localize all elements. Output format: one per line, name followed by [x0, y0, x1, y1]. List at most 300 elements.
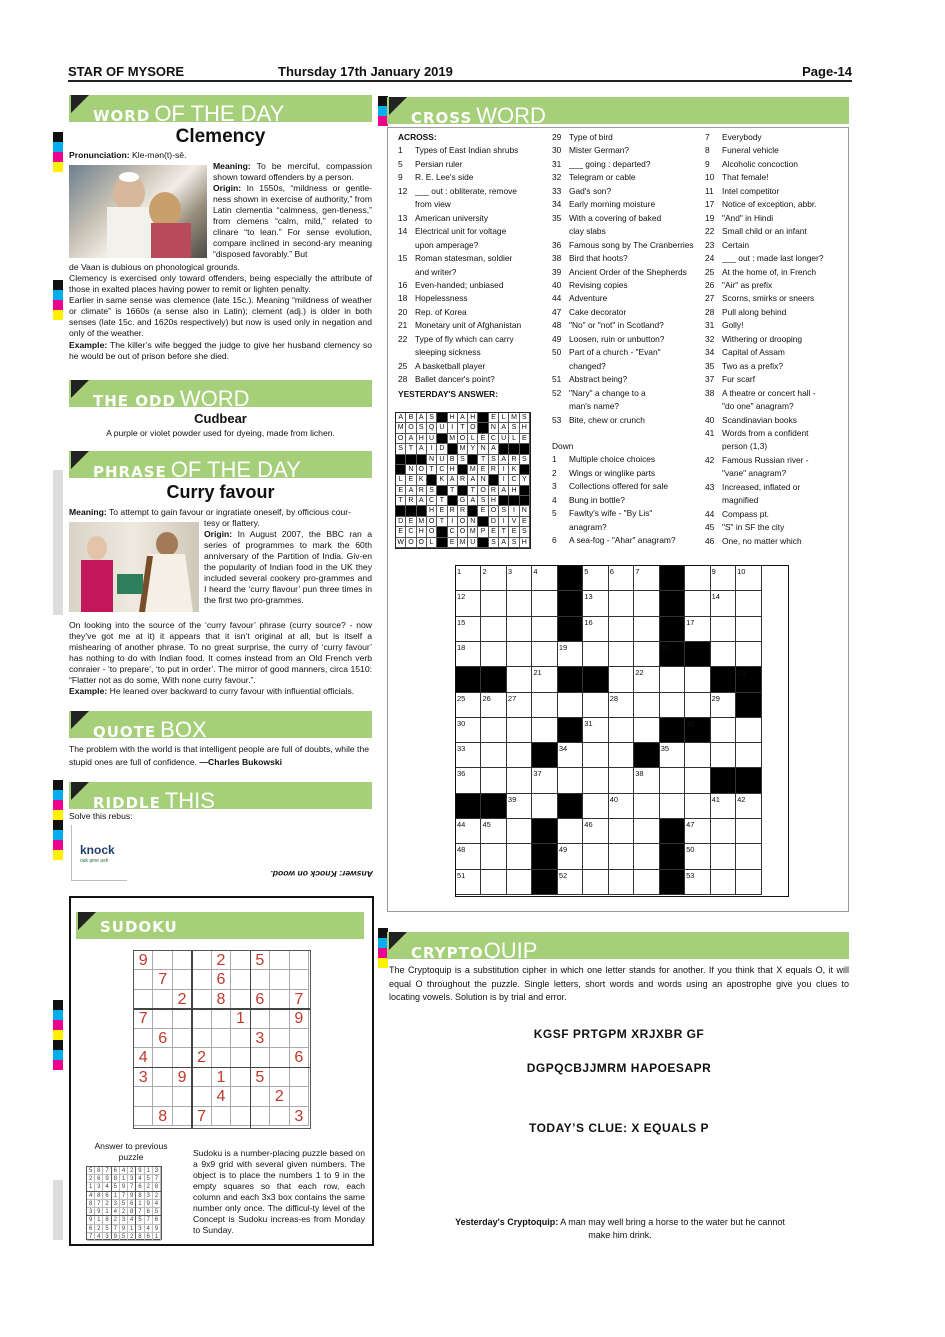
crossword-cell[interactable]: 27	[507, 693, 532, 718]
rebus-word: knock	[80, 843, 115, 857]
crossword-cell[interactable]	[532, 591, 557, 616]
crossword-cell[interactable]	[583, 642, 608, 667]
answer-cell: U	[437, 455, 447, 465]
crossword-cell[interactable]	[558, 768, 583, 793]
crossword-cell[interactable]: 26	[481, 693, 506, 718]
answer-cell: 7	[87, 1233, 95, 1241]
crossword-cell[interactable]	[609, 667, 634, 692]
crossword-cell[interactable]: 17	[685, 617, 710, 642]
crossword-cell[interactable]	[736, 642, 761, 667]
answer-cell: 4	[112, 1208, 120, 1216]
sudoku-cell[interactable]	[192, 1029, 211, 1048]
crossword-cell[interactable]	[609, 870, 634, 895]
crossword-cell[interactable]: 7	[634, 566, 659, 591]
crossword-cell[interactable]	[634, 591, 659, 616]
clues-col3	[705, 131, 845, 548]
crossword-cell[interactable]	[736, 591, 761, 616]
answer-cell: D	[437, 444, 447, 454]
sudoku-cell[interactable]	[192, 951, 211, 970]
crossword-cell[interactable]: 10	[736, 566, 761, 591]
sudoku-cell[interactable]	[173, 970, 192, 989]
crossword-cell[interactable]	[634, 693, 659, 718]
sudoku-cell[interactable]	[212, 1009, 231, 1028]
crossword-cell[interactable]: 14	[711, 591, 736, 616]
sudoku-cell[interactable]	[231, 1048, 250, 1067]
crossword-cell[interactable]: 25	[456, 693, 481, 718]
sudoku-cell[interactable]	[290, 951, 309, 970]
crossword-cell[interactable]: 33	[456, 743, 481, 768]
crossword-cell[interactable]	[609, 617, 634, 642]
crossword-cell[interactable]: 31	[583, 718, 608, 743]
crossword-cell[interactable]	[532, 718, 557, 743]
crossword-cell[interactable]	[532, 617, 557, 642]
sudoku-cell[interactable]	[231, 951, 250, 970]
answer-cell: P	[478, 527, 488, 537]
sudoku-cell[interactable]: 2	[173, 990, 192, 1009]
sudoku-cell[interactable]: 1	[231, 1009, 250, 1028]
clue-text: Compass pt.	[722, 508, 770, 519]
crossword-black-cell	[532, 819, 557, 844]
clue-number: 45	[705, 522, 715, 533]
answer-cell: W	[396, 538, 406, 548]
crossword-cell[interactable]	[609, 768, 634, 793]
crossword-clue	[705, 333, 845, 346]
crossword-cell[interactable]: 53	[685, 870, 710, 895]
crossword-cell[interactable]: 38	[634, 768, 659, 793]
crossword-cell[interactable]: 49	[558, 844, 583, 869]
sudoku-cell[interactable]	[173, 951, 192, 970]
crossword-clue	[398, 185, 548, 212]
clue-number: 27	[705, 293, 715, 304]
crossword-cell[interactable]: 30	[456, 718, 481, 743]
crossword-cell[interactable]	[481, 642, 506, 667]
riddle-answer: Answer: Knock on wood.	[270, 869, 373, 879]
sudoku-cell[interactable]	[270, 1009, 289, 1028]
crossword-clue	[705, 225, 845, 238]
crossword-cell[interactable]: 42	[736, 794, 761, 819]
crossword-cell[interactable]: 39	[507, 794, 532, 819]
crossword-clue	[705, 279, 845, 292]
clue-number: 8	[705, 145, 710, 156]
crossword-cell[interactable]	[634, 617, 659, 642]
crossword-cell[interactable]	[583, 768, 608, 793]
crossword-cell[interactable]	[481, 870, 506, 895]
crossword-cell[interactable]: 48	[456, 844, 481, 869]
clue-number: 29	[552, 132, 562, 142]
crossword-cell[interactable]	[507, 768, 532, 793]
sudoku-cell[interactable]: 3	[134, 1068, 153, 1087]
crossword-clue	[552, 131, 700, 144]
answer-cell: T	[406, 444, 416, 454]
crossword-cell[interactable]	[583, 693, 608, 718]
clue-text: At the home of, in French	[722, 266, 817, 277]
sudoku-cell[interactable]	[231, 1087, 250, 1106]
clue-text: "No" or "not" in Scotland?	[569, 320, 664, 331]
crossword-cell[interactable]: 36	[456, 768, 481, 793]
sudoku-cell[interactable]	[153, 1009, 172, 1028]
crossword-cell[interactable]	[711, 617, 736, 642]
crossword-cell[interactable]	[634, 794, 659, 819]
crossword-cell[interactable]	[634, 718, 659, 743]
crossword-cell[interactable]: 45	[481, 819, 506, 844]
sudoku-cell[interactable]	[270, 1029, 289, 1048]
sudoku-cell[interactable]	[231, 970, 250, 989]
clue-number: 33	[552, 185, 562, 196]
clue-number: 18	[398, 293, 408, 304]
crossword-cell[interactable]	[532, 642, 557, 667]
crossword-cell[interactable]: 19	[558, 642, 583, 667]
crossword-cell[interactable]	[609, 844, 634, 869]
crossword-cell[interactable]: 22	[634, 667, 659, 692]
sudoku-cell[interactable]: 2	[212, 951, 231, 970]
crossword-cell[interactable]: 12	[456, 591, 481, 616]
sudoku-cell[interactable]	[134, 1107, 153, 1126]
sudoku-cell[interactable]: 6	[153, 1029, 172, 1048]
crossword-cell[interactable]	[609, 591, 634, 616]
sudoku-grid[interactable]	[133, 950, 311, 1129]
crossword-cell[interactable]	[685, 768, 710, 793]
answer-cell: E	[520, 434, 530, 444]
clue-number: 1	[552, 454, 557, 465]
crossword-cell[interactable]	[685, 591, 710, 616]
sudoku-cell[interactable]	[212, 1107, 231, 1126]
crossword-cell[interactable]: 52	[558, 870, 583, 895]
crossword-cell[interactable]: 44	[456, 819, 481, 844]
sudoku-cell[interactable]: 6	[290, 1048, 309, 1067]
crossword-cell[interactable]: 50	[685, 844, 710, 869]
sudoku-cell[interactable]: 9	[134, 951, 153, 970]
crossword-cell[interactable]	[481, 591, 506, 616]
sudoku-cell[interactable]: 5	[251, 951, 270, 970]
crossword-clue	[705, 454, 845, 481]
sudoku-cell[interactable]: 7	[192, 1107, 211, 1126]
sudoku-cell[interactable]	[134, 970, 153, 989]
answer-cell: H	[489, 496, 499, 506]
crossword-cell[interactable]	[685, 794, 710, 819]
sudoku-cell[interactable]	[251, 1107, 270, 1126]
sudoku-cell[interactable]: 6	[212, 970, 231, 989]
crossword-cell[interactable]	[660, 768, 685, 793]
crossword-cell[interactable]	[711, 718, 736, 743]
sudoku-cell[interactable]	[270, 1048, 289, 1067]
crossword-cell[interactable]	[558, 819, 583, 844]
answer-cell: S	[489, 538, 499, 548]
phrase-body: On looking into the source of the ‘curry favour’ phrase (curry source? - now they’ve got me at it) it appears that it isn’t original at all, but is itself a mishearing of another phrase. To no great surprise, the curry of ‘curry favour’ has nothing to do with Indian food. It comes instead from an Old French verb conraier - ‘to prepare’, ‘to put in order’. The mirror of good manners, circa 1510: “Flatter not as do some, With none curry favour.”.	[69, 620, 372, 685]
crossword-cell[interactable]	[660, 794, 685, 819]
clue-number: 34	[705, 347, 715, 358]
sudoku-cell[interactable]: 8	[153, 1107, 172, 1126]
answer-cell: O	[478, 486, 488, 496]
crossword-cell[interactable]	[558, 693, 583, 718]
sudoku-cell[interactable]	[173, 1048, 192, 1067]
answer-cell: 1	[103, 1208, 111, 1216]
answer-cell: 2	[103, 1200, 111, 1208]
crossword-cell[interactable]	[634, 844, 659, 869]
crossword-cell[interactable]	[685, 667, 710, 692]
crossword-cell[interactable]	[634, 642, 659, 667]
sudoku-cell[interactable]	[270, 951, 289, 970]
answer-cell: M	[417, 517, 427, 527]
crossword-cell[interactable]: 6	[609, 566, 634, 591]
crossword-cell[interactable]: 9	[711, 566, 736, 591]
crossword-cell[interactable]	[736, 819, 761, 844]
crossword-cell[interactable]	[660, 667, 685, 692]
sudoku-cell[interactable]	[290, 970, 309, 989]
crossword-cell[interactable]	[711, 870, 736, 895]
crossword-cell[interactable]	[583, 844, 608, 869]
crossword-clue	[552, 158, 700, 171]
answer-cell: 3	[112, 1200, 120, 1208]
crossword-cell[interactable]	[634, 819, 659, 844]
crossword-clue	[552, 266, 700, 279]
clue-text-cont: and writer?	[415, 266, 457, 277]
sudoku-cell[interactable]: 7	[134, 1009, 153, 1028]
crossword-cell[interactable]: 1	[456, 566, 481, 591]
sudoku-cell[interactable]: 7	[290, 990, 309, 1009]
crossword-clue	[552, 494, 700, 507]
crossword-cell[interactable]	[507, 819, 532, 844]
crossword-cell[interactable]: 51	[456, 870, 481, 895]
answer-cell: 6	[128, 1200, 136, 1208]
crossword-clue	[705, 252, 845, 265]
crossword-cell[interactable]	[583, 794, 608, 819]
crossword-cell[interactable]	[736, 617, 761, 642]
sudoku-cell[interactable]: 4	[212, 1087, 231, 1106]
sudoku-cell[interactable]: 1	[212, 1068, 231, 1087]
crossword-cell[interactable]	[507, 591, 532, 616]
crossword-cell[interactable]: 41	[711, 794, 736, 819]
clue-text: A basketball player	[415, 360, 486, 371]
sudoku-cell[interactable]	[134, 990, 153, 1009]
clue-number: 34	[552, 199, 562, 210]
crossword-cell[interactable]	[481, 617, 506, 642]
sudoku-cell[interactable]: 4	[134, 1048, 153, 1067]
clue-text: Gad's son?	[569, 185, 612, 196]
crossword-cell[interactable]: 13	[583, 591, 608, 616]
sudoku-cell[interactable]: 3	[290, 1107, 309, 1126]
sudoku-cell[interactable]	[192, 990, 211, 1009]
crossword-clue	[705, 144, 845, 157]
sudoku-cell[interactable]	[251, 970, 270, 989]
crossword-cell[interactable]	[481, 768, 506, 793]
crossword-clue	[398, 171, 548, 184]
crossword-cell[interactable]: 15	[456, 617, 481, 642]
answer-cell: B	[448, 455, 458, 465]
crossword-cell[interactable]	[583, 870, 608, 895]
registration-marks	[53, 1000, 63, 1070]
crossword-cell[interactable]	[736, 844, 761, 869]
sudoku-cell[interactable]	[270, 990, 289, 1009]
crossword-cell[interactable]: 28	[609, 693, 634, 718]
sudoku-cell[interactable]	[212, 1048, 231, 1067]
crossword-cell[interactable]: 29	[711, 693, 736, 718]
phrase-of-day-title: Curry favour	[166, 482, 275, 502]
crossword-cell[interactable]	[711, 844, 736, 869]
sudoku-cell[interactable]	[251, 1087, 270, 1106]
crossword-cell[interactable]: 18	[456, 642, 481, 667]
crossword-black-cell	[736, 693, 761, 718]
crossword-cell[interactable]: 40	[609, 794, 634, 819]
crossword-cell[interactable]	[609, 718, 634, 743]
crossword-cell[interactable]	[634, 870, 659, 895]
clue-text: Early morning moisture	[569, 199, 656, 210]
sudoku-cell[interactable]	[173, 1107, 192, 1126]
crossword-cell[interactable]: 16	[583, 617, 608, 642]
crossword-cell[interactable]	[507, 743, 532, 768]
clue-text: Type of fly which can carry	[415, 333, 514, 344]
crossword-cell[interactable]	[736, 743, 761, 768]
sudoku-cell[interactable]: 3	[251, 1029, 270, 1048]
answer-cell	[396, 506, 406, 516]
sudoku-cell[interactable]	[173, 1029, 192, 1048]
clue-text-cont: changed?	[569, 360, 606, 371]
crossword-cell[interactable]: 34	[558, 743, 583, 768]
crossword-black-cell	[456, 794, 481, 819]
sudoku-cell[interactable]: 9	[290, 1009, 309, 1028]
crossword-black-cell	[558, 794, 583, 819]
crossword-cell[interactable]	[583, 743, 608, 768]
sudoku-cell[interactable]: 2	[192, 1048, 211, 1067]
sudoku-cell[interactable]: 2	[270, 1087, 289, 1106]
sudoku-cell[interactable]	[270, 970, 289, 989]
crossword-cell[interactable]: 5	[583, 566, 608, 591]
clue-text-cont: anagram?	[569, 521, 607, 532]
crossword-cell[interactable]: 2	[481, 566, 506, 591]
sudoku-cell[interactable]	[231, 1068, 250, 1087]
clue-number: 32	[552, 172, 562, 183]
crossword-clue	[398, 319, 548, 332]
answer-cell: A	[417, 496, 427, 506]
crossword-grid[interactable]	[455, 565, 789, 897]
answer-cell: T	[448, 486, 458, 496]
sudoku-cell[interactable]	[173, 1009, 192, 1028]
crossword-cell[interactable]	[481, 844, 506, 869]
sudoku-cell[interactable]	[192, 1009, 211, 1028]
crossword-cell[interactable]	[507, 718, 532, 743]
sudoku-cell[interactable]	[290, 1087, 309, 1106]
crossword-cell[interactable]	[532, 693, 557, 718]
crossword-cell[interactable]	[685, 566, 710, 591]
sudoku-cell[interactable]	[231, 990, 250, 1009]
crossword-cell[interactable]	[711, 819, 736, 844]
answer-cell: 7	[136, 1208, 144, 1216]
clue-text: Increased, inflated or	[722, 481, 801, 492]
answer-cell: M	[458, 444, 468, 454]
answer-cell	[478, 517, 488, 527]
answer-cell: R	[489, 486, 499, 496]
sudoku-cell[interactable]: 9	[173, 1068, 192, 1087]
registration-strip	[53, 470, 63, 615]
crossword-black-cell	[481, 794, 506, 819]
crossword-clue	[552, 306, 700, 319]
crossword-cell[interactable]	[660, 693, 685, 718]
sudoku-cell[interactable]	[290, 1068, 309, 1087]
sudoku-cell[interactable]	[231, 1107, 250, 1126]
answer-cell: I	[448, 517, 458, 527]
answer-cell: E	[478, 465, 488, 475]
crossword-cell[interactable]	[507, 844, 532, 869]
sudoku-cell[interactable]	[134, 1087, 153, 1106]
clue-text: Bird that hoots?	[569, 253, 628, 264]
answer-cell: M	[468, 527, 478, 537]
crossword-cell[interactable]	[532, 794, 557, 819]
clue-number: 38	[552, 253, 562, 264]
sudoku-cell[interactable]: 8	[212, 990, 231, 1009]
crossword-cell[interactable]	[736, 718, 761, 743]
sudoku-cell[interactable]	[290, 1029, 309, 1048]
sudoku-cell[interactable]	[192, 1068, 211, 1087]
sudoku-cell[interactable]	[134, 1029, 153, 1048]
crossword-cell[interactable]: 35	[660, 743, 685, 768]
crossword-cell[interactable]: 21	[532, 667, 557, 692]
sudoku-cell[interactable]	[153, 1087, 172, 1106]
crossword-cell[interactable]	[685, 693, 710, 718]
crossword-cell[interactable]	[609, 642, 634, 667]
answer-cell	[520, 465, 530, 475]
answer-cell: 1	[145, 1167, 153, 1175]
crossword-clue	[705, 198, 845, 211]
crossword-cell[interactable]	[481, 718, 506, 743]
answer-cell: I	[499, 475, 509, 485]
clue-text: "And" in Hindi	[722, 212, 774, 223]
sudoku-cell[interactable]	[251, 1048, 270, 1067]
box-divider	[87, 1215, 161, 1216]
sudoku-cell[interactable]	[153, 1068, 172, 1087]
sudoku-cell[interactable]	[153, 1048, 172, 1067]
crossword-cell[interactable]: 4	[532, 566, 557, 591]
sudoku-cell[interactable]: 5	[251, 1068, 270, 1087]
clue-number: 39	[552, 266, 562, 277]
crossword-cell[interactable]	[609, 819, 634, 844]
sudoku-cell[interactable]: 7	[153, 970, 172, 989]
crossword-black-cell	[558, 617, 583, 642]
answer-cell: A	[489, 444, 499, 454]
crossword-cell[interactable]	[507, 642, 532, 667]
sudoku-cell[interactable]	[270, 1068, 289, 1087]
sudoku-cell[interactable]	[231, 1029, 250, 1048]
crossword-cell[interactable]	[609, 743, 634, 768]
sudoku-cell[interactable]: 6	[251, 990, 270, 1009]
sudoku-cell[interactable]	[153, 990, 172, 1009]
sudoku-cell[interactable]	[153, 951, 172, 970]
crossword-cell[interactable]	[507, 870, 532, 895]
crossword-cell[interactable]: 46	[583, 819, 608, 844]
crossword-cell[interactable]	[711, 743, 736, 768]
crossword-cell[interactable]	[711, 642, 736, 667]
crossword-cell[interactable]	[685, 743, 710, 768]
crossword-black-cell	[736, 768, 761, 793]
crossword-cell[interactable]: 47	[685, 819, 710, 844]
answer-cell: S	[478, 496, 488, 506]
crossword-cell[interactable]	[507, 617, 532, 642]
answer-cell: I	[499, 517, 509, 527]
crossword-cell[interactable]	[507, 667, 532, 692]
crossword-cell[interactable]: 3	[507, 566, 532, 591]
sudoku-cell[interactable]	[173, 1087, 192, 1106]
crossword-cell[interactable]	[736, 870, 761, 895]
crossword-cell[interactable]	[481, 743, 506, 768]
sudoku-cell[interactable]	[270, 1107, 289, 1126]
sudoku-cell[interactable]	[251, 1009, 270, 1028]
sudoku-cell[interactable]	[192, 970, 211, 989]
crossword-cell[interactable]: 37	[532, 768, 557, 793]
clue-text: Alcoholic concoction	[722, 158, 798, 169]
crossword-black-cell: 23	[736, 667, 761, 692]
sudoku-cell[interactable]	[212, 1029, 231, 1048]
phrase-origin: Origin: In August 2007, the BBC ran a series of programmes to mark the 60th anniversary of the Partition of India. Giv-en the popularity of Indian food in the UK they included several cookery pro-grammes and I heard the ‘curry flavour’ pun three times in the first two pro-grammes.	[204, 529, 372, 605]
clue-number: 40	[552, 279, 562, 290]
sudoku-cell[interactable]	[192, 1087, 211, 1106]
